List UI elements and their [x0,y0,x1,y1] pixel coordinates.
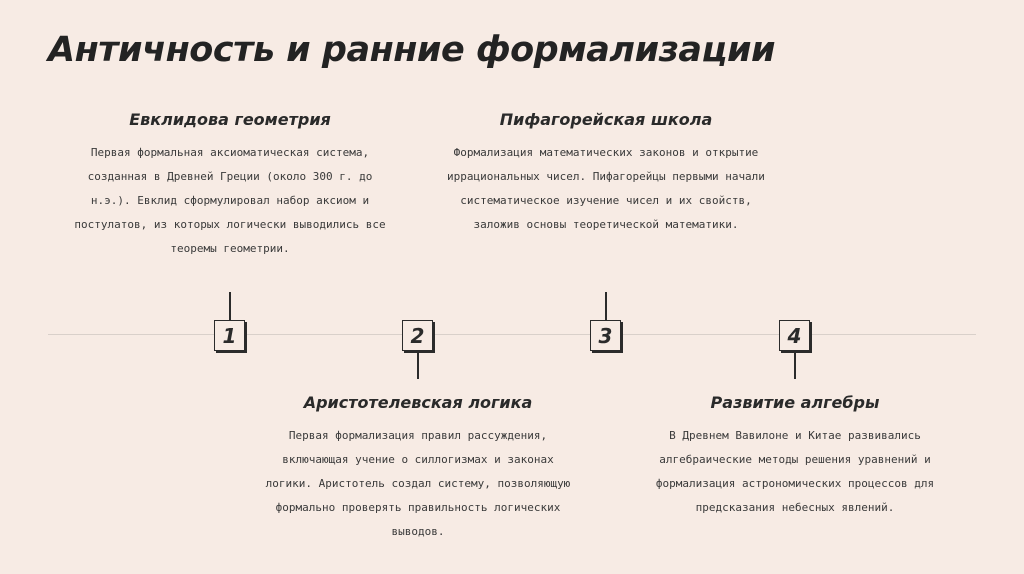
event-2-text: Первая формализация правил рассуждения, включающая учение о силлогизмах и законах логики. Аристотель создал систему, позволяющую формально проверять правильность логических выводов. [265,429,571,538]
event-1-heading: Евклидова геометрия [129,110,331,129]
event-3-text: Формализация математических законов и открытие иррациональных чисел. Пифагорейцы первыми начали систематическое изучение чисел и их свойств, заложив основы теоретической математики. [447,146,765,231]
event-3-heading: Пифагорейская школа [499,110,713,129]
event-4-connector [794,351,796,379]
event-1-connector [229,292,231,320]
event-4-marker: 4 [779,320,810,351]
event-4-heading: Развитие алгебры [710,393,880,412]
event-3-connector [605,292,607,320]
event-2-heading: Аристотелевская логика [303,393,533,412]
event-3-block [436,110,776,237]
event-2-connector [417,351,419,379]
event-1-marker: 1 [214,320,245,351]
event-2-marker: 2 [402,320,433,351]
slide-title: Античность и ранние формализации [48,30,776,70]
event-4-text: В Древнем Вавилоне и Китае развивались алгебраические методы решения уравнений и формализация астрономических процессов для предсказания небесных явлений. [655,429,935,514]
timeline-line [48,334,976,335]
event-2-block [248,393,588,544]
event-3-marker: 3 [590,320,621,351]
event-1-text: Первая формальная аксиоматическая система, созданная в Древней Греции (около 300 г. до н.э.). Евклид сформулировал набор аксиом и постулатов, из которых логически выводились все теоремы геометрии. [74,146,386,255]
event-1-block [60,110,400,261]
event-4-block [625,393,965,520]
